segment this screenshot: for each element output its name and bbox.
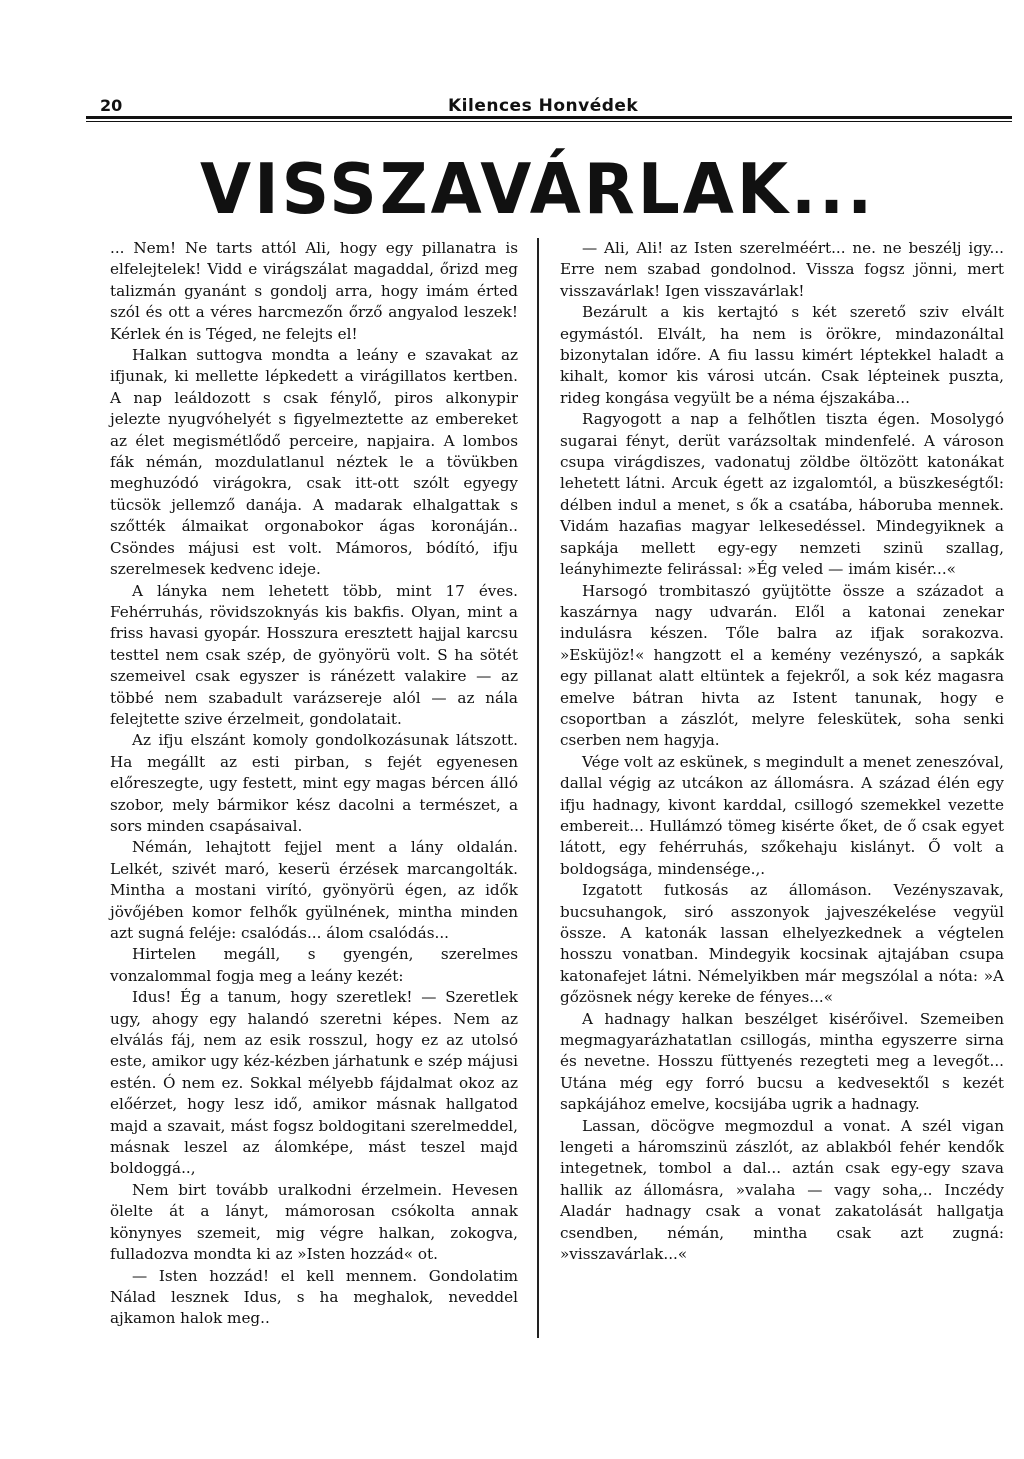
paragraph: Lassan, döcögve megmozdul a vonat. A szél vigan lengeti a háromszinü zászlót, az ablakból fehér kendők integetnek, tombol a dal... aztán csak egy-egy szava hallik az állomásra, »valaha — vagy soha,.. Inczédy Aladár hadnagy csak a vonat zakatolását hallgatja csendben, némán, mintha csak azt zugná: »visszavárlak...«: [560, 1116, 1004, 1264]
paragraph: Bezárult a kis kertajtó s két szerető sziv elvált egymástól. Elvált, ha nem is örökre, mindazonáltal bizonytalan időre. A fiu lassu kimért léptekkel haladt a kihalt, komor kis városi utcán. Csak lépteinek puszta, rideg kongása vegyült be a néma éjszakába...: [560, 303, 1004, 407]
paragraph: A hadnagy halkan beszélget kisérőivel. Szemeiben megmagyarázhatatlan csillogás, mintha egyszerre sirna és nevetne. Hosszu füttyenés rezegteti meg a levegőt... Utána még egy forró bucsu a kedvesektől s kezét sapkájához emelve, kocsijába ugrik a hadnagy.: [560, 1009, 1004, 1114]
page-header: [86, 92, 1012, 122]
paragraph: — Isten hozzád! el kell mennem. Gondolatim Nálad lesznek Idus, s ha meghalok, neveddel ajkamon halok meg..: [110, 1266, 518, 1328]
right-column: [560, 238, 1004, 1266]
paragraph: Az ifju elszánt komoly gondolkozásunak látszott. Ha megállt az esti pirban, s fejét egyenesen előreszegte, ugy festett, mint egy magas bércen álló szobor, mely bármikor kész dacolni a természet, a sors minden csapásaival.: [110, 731, 518, 835]
paragraph: Harsogó trombitaszó gyüjtötte össze a századot a kaszárnya nagy udvarán. Elől a katonai zenekar indulásra készen. Tőle balra az ifjak sorakozva. »Esküjöz!« hangzott el a kemény vezényszó, a sapkák egy pillanat alatt eltüntek a fejekről, a sok kéz magasra emelve bátran hivta az Istent tanunak, hogy e csoportban a zászlót, melyre feleskütek, soha senki cserben nem hagyja.: [560, 581, 1004, 750]
article-title: VISSZAVÁRLAK...: [200, 149, 876, 230]
running-title: Kilences Honvédek: [448, 96, 639, 116]
column-divider: [537, 238, 539, 1338]
paragraph: Hirtelen megáll, s gyengén, szerelmes vonzalommal fogja meg a leány kezét:: [110, 945, 518, 985]
paragraph: A lányka nem lehetett több, mint 17 éves. Fehérruhás, rövidszoknyás kis bakfis. Olyan, mint a friss havasi gyopár. Hosszura eresztett hajjal karcsu testtel nem csak szép, de gyönyörü volt. S ha sötét szemeivel csak egyszer is ránézett valakire — az többé nem szabadult varázsereje alól — az nála felejtette szive érzelmeit, gondolatait.: [110, 581, 518, 728]
paragraph: Izgatott futkosás az állomáson. Vezényszavak, bucsuhangok, siró asszonyok jajveszékelése vegyül össze. A katonák lassan elhelyezkednek a végtelen hosszu vonatban. Mindegyik kocsinak ajtajában csupa katonafejet látni. Némelyikben már megszólal a nóta: »A gőzösnek négy kereke de fényes...«: [560, 881, 1004, 1007]
paragraph: Nem birt tovább uralkodni érzelmein. Hevesen ölelte át a lányt, mámorosan csókolta annak könynyes szemeit, mig végre halkan, zokogva, fulladozva mondta ki az »Isten hozzád« ot.: [110, 1180, 518, 1264]
paragraph: Ragyogott a nap a felhőtlen tiszta égen. Mosolygó sugarai fényt, derüt varázsoltak mindenfelé. A városon csupa virágdiszes, vadonatuj zöldbe öltözött katonákat lehetett látni. Arcuk égett az izgalomtól, a büszkeségtől: délben indul a menet, s ők a csatába, háboruba mennek. Vidám hazafias magyar lelkesedéssel. Mindegyiknek a sapkája mellett egy-egy nemzeti szinü szallag, leányhimezte felirással: »Ég veled — imám kisér...«: [560, 410, 1004, 579]
header-rule-thick: [86, 116, 1012, 119]
paragraph: — Ali, Ali! az Isten szerelméért... ne. ne beszélj igy... Erre nem szabad gondolnod. Vissza fogsz jönni, mert visszavárlak! Igen visszavárlak!: [560, 239, 1004, 300]
header-rule-thin: [86, 121, 1012, 122]
paragraph: Halkan suttogva mondta a leány e szavakat az ifjunak, ki mellette lépkedett a virágillatos kertben. A nap leáldozott s csak fénylő, piros alkonypir jelezte nyugvóhelyét s figyelmeztette az embereket az élet megismétlődő perceire, napjaira. A lombos fák némán, mozdulatlanul néztek le a tövükben meghuzódó virágokra, csak itt-ott szólt egyegy tücsök jellemző danája. A madarak elhalgattak s szőtték álmaikat orgonabokor ágas koronáján.. Csöndes májusi est volt. Mámoros, bódító, ifju szerelmesek kedvenc ideje.: [110, 346, 518, 579]
paragraph: Némán, lehajtott fejjel ment a lány oldalán. Lelkét, szivét maró, keserü érzések marcangolták. Mintha a mostani virító, gyönyörü égen, az idők jövőjében komor felhők gyülnének, mintha minden azt sugná feléje: csalódás... álom csalódás...: [110, 838, 518, 942]
paragraph: Idus! Ég a tanum, hogy szeretlek! — Szeretlek ugy, ahogy egy halandó szeretni képes. Nem az elválás fáj, nem az esik rosszul, hogy ez az utolsó este, amikor ugy kéz-kézben járhatunk e szép májusi estén. Ó nem ez. Sokkal mélyebb fájdalmat okoz az előérzet, hogy lesz idő, amikor másnak hallgatod majd a szavait, mást fogsz boldogitani szerelmeddel, másnak leszel az álomképe, mást teszel majd boldoggá..,: [110, 988, 518, 1178]
paragraph: Vége volt az eskünek, s megindult a menet zeneszóval, dallal végig az utcákon az állomásra. A század élén egy ifju hadnagy, kivont karddal, csillogó szemekkel vezette embereit... Hullámzó tömeg kisérte őket, de ő csak egyet látott, egy fehérruhás, szőkehaju kislányt. Ő volt a boldogsága, mindensége.,.: [560, 752, 1004, 878]
paragraph: ... Nem! Ne tarts attól Ali, hogy egy pillanatra is elfelejtelek! Vidd e virágszálat magaddal, őrizd meg talizmán gyanánt s gondolj arra, hogy imám érted szól és ott a véres harcmezőn őrző angyalod leszek! Kérlek én is Téged, ne felejts el!: [110, 239, 518, 343]
left-column: [110, 238, 518, 1330]
page-number: 20: [100, 96, 123, 115]
